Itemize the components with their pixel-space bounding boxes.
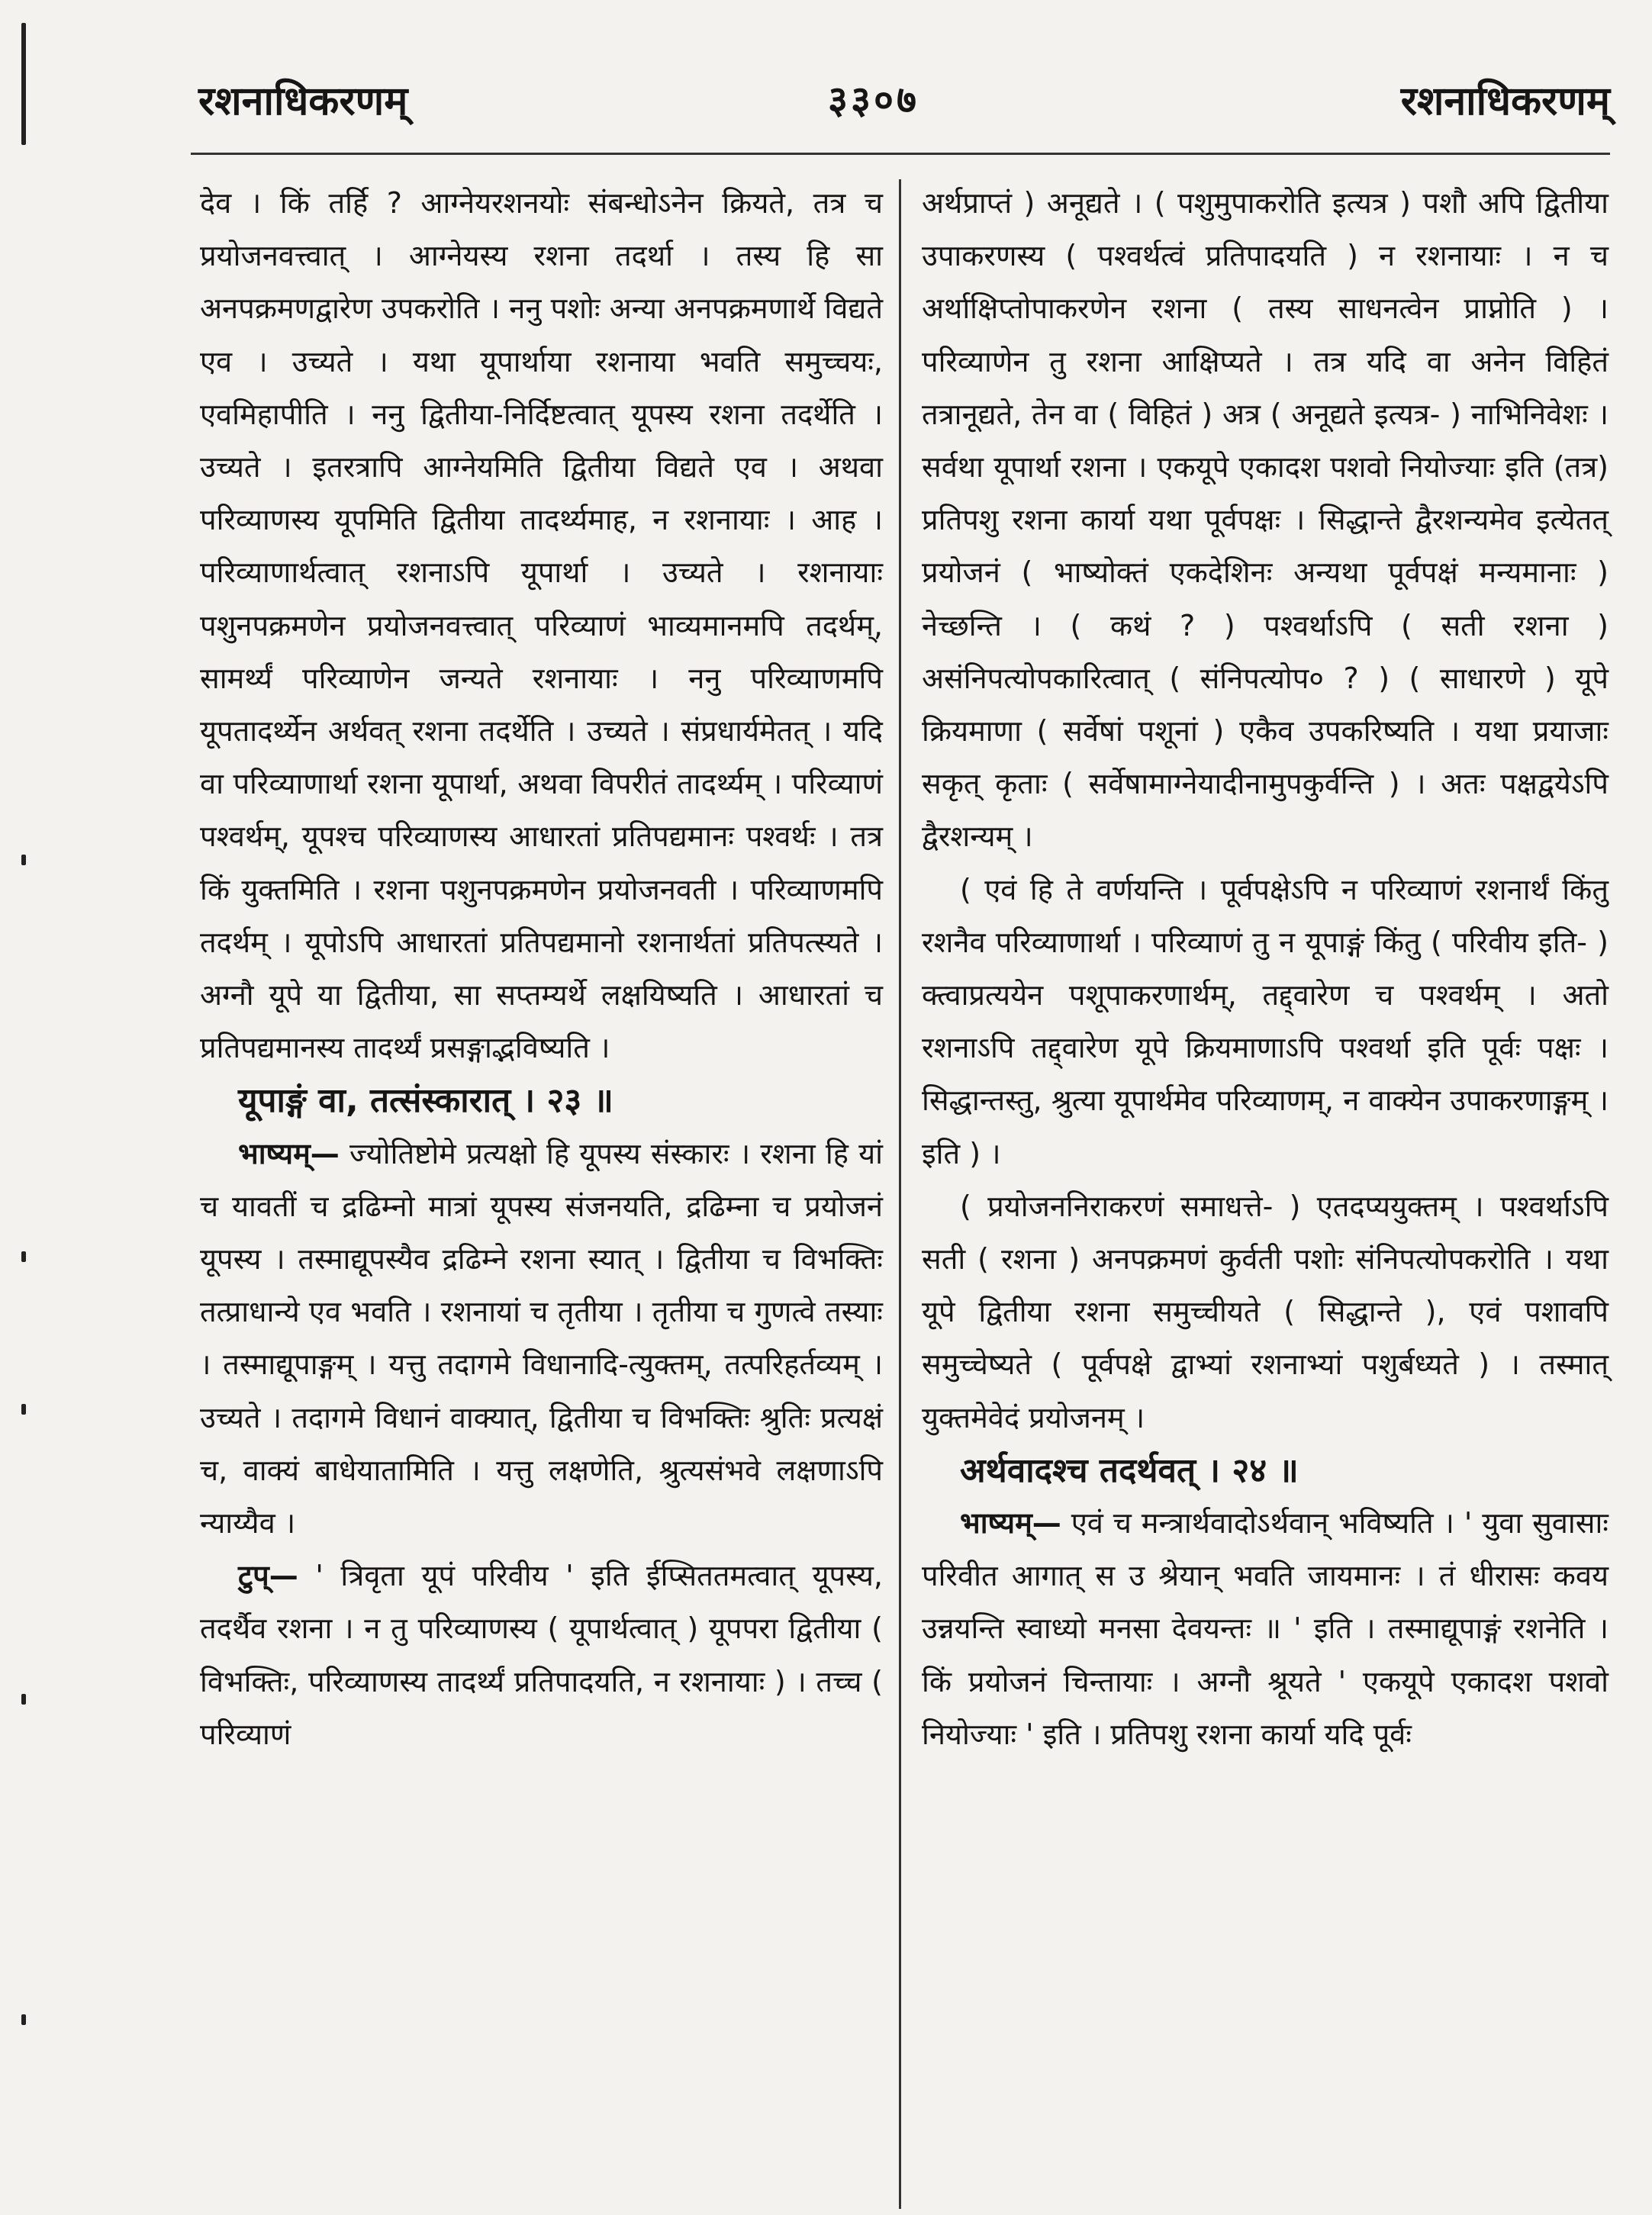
bhashya-label: भाष्यम्— xyxy=(238,1136,340,1170)
right-paragraph-2: ( एवं हि ते वर्णयन्ति । पूर्वपक्षेऽपि न परिव्याणं रशनार्थं किंतु रशनैव परिव्याणार्था । परिव्याणं तु न यूपाङ्गं किंतु ( परिवीय इति- ) क्त्वाप्रत्ययेन पशूपाकरणार्थम्, तद्द्वारेण च पश्वर्थम् । अतो रशनाऽपि तद्द्वारेण यूपे क्रियमाणाऽपि पश्वर्था इति पूर्वः पक्षः । सिद्धान्तस्तु, श्रुत्या यूपार्थमेव परिव्याणम्, न वाक्येन उपाकरणाङ्गम् । इति ) । xyxy=(922,872,1609,1170)
scan-edge-mark xyxy=(21,23,26,145)
scan-edge-mark xyxy=(21,1694,26,1705)
bhashya-text: एवं च मन्त्रार्थवादोऽर्थवान् भविष्यति । ' युवा सुवासाः परिवीत आगात् स उ श्रेयान् भवति जायमानः । तं धीरासः कवय उन्नयन्ति स्वाध्यो मनसा देवयन्तः ॥ ' इति । तस्माद्यूपाङ्गं रशनेति । किं प्रयोजनं चिन्तायाः । अग्नौ श्रूयते ' एकयूपे एकादश पशवो नियोज्याः ' इति । प्रतिपशु रशना कार्या यदि पूर्वः xyxy=(922,1506,1609,1751)
tup-text: ' त्रिवृता यूपं परिवीय ' इति ईप्सिततमत्वात् यूपस्य, तदर्थैव रशना । न तु परिव्याणस्य ( यूपार्थत्वात् ) यूपपरा द्वितीया ( विभक्तिः, परिव्याणस्य तादर्थ्यं प्रतिपादयति, न रशनायाः ) । तच्च ( परिव्याणं xyxy=(200,1559,883,1751)
column-divider xyxy=(899,179,901,2209)
right-column xyxy=(922,177,1609,1761)
running-title-left: रशनाधिकरणम् xyxy=(198,79,408,124)
bhashya-text: ज्योतिष्टोमे प्रत्यक्षो हि यूपस्य संस्कारः । रशना हि यां च यावतीं च द्रढिम्नो मात्रां यूपस्य संजनयति, द्रढिम्ना च प्रयोजनं यूपस्य । तस्माद्यूपस्यैव द्रढिम्ने रशना स्यात् । द्वितीया च विभक्तिः तत्प्राधान्ये एव भवति । रशनायां च तृतीया । तृतीया च गुणत्वे तस्याः । तस्माद्यूपाङ्गम् । यत्तु तदागमे विधानादि-त्युक्तम्, तत्परिहर्तव्यम् । उच्यते । तदागमे विधानं वाक्यात्, द्वितीया च विभक्तिः श्रुतिः प्रत्यक्षं च, वाक्यं बाधेयातामिति । यत्तु लक्षणेति, श्रुत्यसंभवे लक्षणाऽपि न्याय्यैव । xyxy=(200,1136,883,1541)
scan-edge-mark xyxy=(21,1404,26,1415)
header-rule xyxy=(191,153,1610,155)
left-column xyxy=(200,177,883,1761)
left-paragraph: देव । किं तर्हि ? आग्नेयरशनयोः संबन्धोऽनेन क्रियते, तत्र च प्रयोजनवत्त्वात् । आग्नेयस्य रशना तदर्था । तस्य हि सा अनपक्रमणद्वारेण उपकरोति । ननु पशोः अन्या अनपक्रमणार्थे विद्यते एव । उच्यते । यथा यूपार्थाया रशनाया भवति समुच्चयः, एवमिहापीति । ननु द्वितीया-निर्दिष्टत्वात् यूपस्य रशना तदर्थेति । उच्यते । इतरत्रापि आग्नेयमिति द्वितीया विद्यते एव । अथवा परिव्याणस्य यूपमिति द्वितीया तादर्थ्यमाह, न रशनायाः । आह । परिव्याणार्थत्वात् रशनाऽपि यूपार्था । उच्यते । रशनायाः पशुनपक्रमणेन प्रयोजनवत्त्वात् परिव्याणं भाव्यमानमपि तदर्थम्, सामर्थ्यं परिव्याणेन जन्यते रशनायाः । ननु परिव्याणमपि यूपतादर्थ्येन अर्थवत् रशना तदर्थेति । उच्यते । संप्रधार्यमेतत् । यदि वा परिव्याणार्था रशना यूपार्था, अथवा विपरीतं तादर्थ्यम् । परिव्याणं पश्वर्थम्, यूपश्च परिव्याणस्य आधारतां प्रतिपद्यमानः पश्वर्थः । तत्र किं युक्तमिति । रशना पशुनपक्रमणेन प्रयोजनवती । परिव्याणमपि तदर्थम् । यूपोऽपि आधारतां प्रतिपद्यमानो रशनार्थतां प्रतिपत्स्यते । अग्नौ यूपे या द्वितीया, सा सप्तम्यर्थे लक्षयिष्यति । आधारतां च प्रतिपद्यमानस्य तादर्थ्यं प्रसङ्गाद्भविष्यति । xyxy=(200,186,883,1065)
bhashya-paragraph xyxy=(200,1128,883,1550)
bhashya-paragraph-2 xyxy=(922,1497,1609,1761)
page-header xyxy=(198,72,1610,141)
scan-edge-mark xyxy=(21,2014,26,2025)
scan-edge-mark xyxy=(21,1251,26,1262)
tuptika-paragraph xyxy=(200,1550,883,1761)
sutra-23: यूपाङ्गं वा, तत्संस्कारात् । २३ ॥ xyxy=(238,1081,613,1121)
page-number: ३३०७ xyxy=(828,78,919,122)
bhashya-label: भाष्यम्— xyxy=(960,1506,1061,1541)
sutra-24: अर्थवादश्च तदर्थवत् । २४ ॥ xyxy=(960,1450,1299,1490)
scan-edge-mark xyxy=(21,855,26,865)
right-paragraph-1: अर्थप्राप्तं ) अनूद्यते । ( पशुमुपाकरोति इत्यत्र ) पशौ अपि द्वितीया उपाकरणस्य ( पश्वर्थत्वं प्रतिपादयति ) न रशनायाः । न च अर्थाक्षिप्तोपाकरणेन रशना ( तस्य साधनत्वेन प्राप्नोति ) । परिव्याणेन तु रशना आक्षिप्यते । तत्र यदि वा अनेन विहितं तत्रानूद्यते, तेन वा ( विहितं ) अत्र ( अनूद्यते इत्यत्र- ) नाभिनिवेशः । सर्वथा यूपार्था रशना । एकयूपे एकादश पशवो नियोज्याः इति (तत्र) प्रतिपशु रशना कार्या यथा पूर्वपक्षः । सिद्धान्ते द्वैरशन्यमेव इत्येतत् प्रयोजनं ( भाष्योक्तं एकदेशिनः अन्यथा पूर्वपक्षं मन्यमानाः ) नेच्छन्ति । ( कथं ? ) पश्वर्थाऽपि ( सती रशना ) असंनिपत्योपकारित्वात् ( संनिपत्योप० ? ) ( साधारणे ) यूपे क्रियमाणा ( सर्वेषां पशूनां ) एकैव उपकरिष्यति । यथा प्रयाजाः सकृत् कृताः ( सर्वेषामाग्नेयादीनामुपकुर्वन्ति ) । अतः पक्षद्वयेऽपि द्वैरशन्यम् । xyxy=(922,186,1609,854)
right-paragraph-3: ( प्रयोजननिराकरणं समाधत्ते- ) एतदप्ययुक्तम् । पश्वर्थाऽपि सती ( रशना ) अनपक्रमणं कुर्वती पशोः संनिपत्योपकरोति । यथा यूपे द्वितीया रशना समुच्चीयते ( सिद्धान्ते ), एवं पशावपि समुच्चेष्यते ( पूर्वपक्षे द्वाभ्यां रशनाभ्यां पशुर्बध्यते ) । तस्मात् युक्तमेवेदं प्रयोजनम् । xyxy=(922,1189,1609,1434)
tup-label: टुप्— xyxy=(238,1559,298,1593)
running-title-right: रशनाधिकरणम् xyxy=(1400,79,1610,124)
